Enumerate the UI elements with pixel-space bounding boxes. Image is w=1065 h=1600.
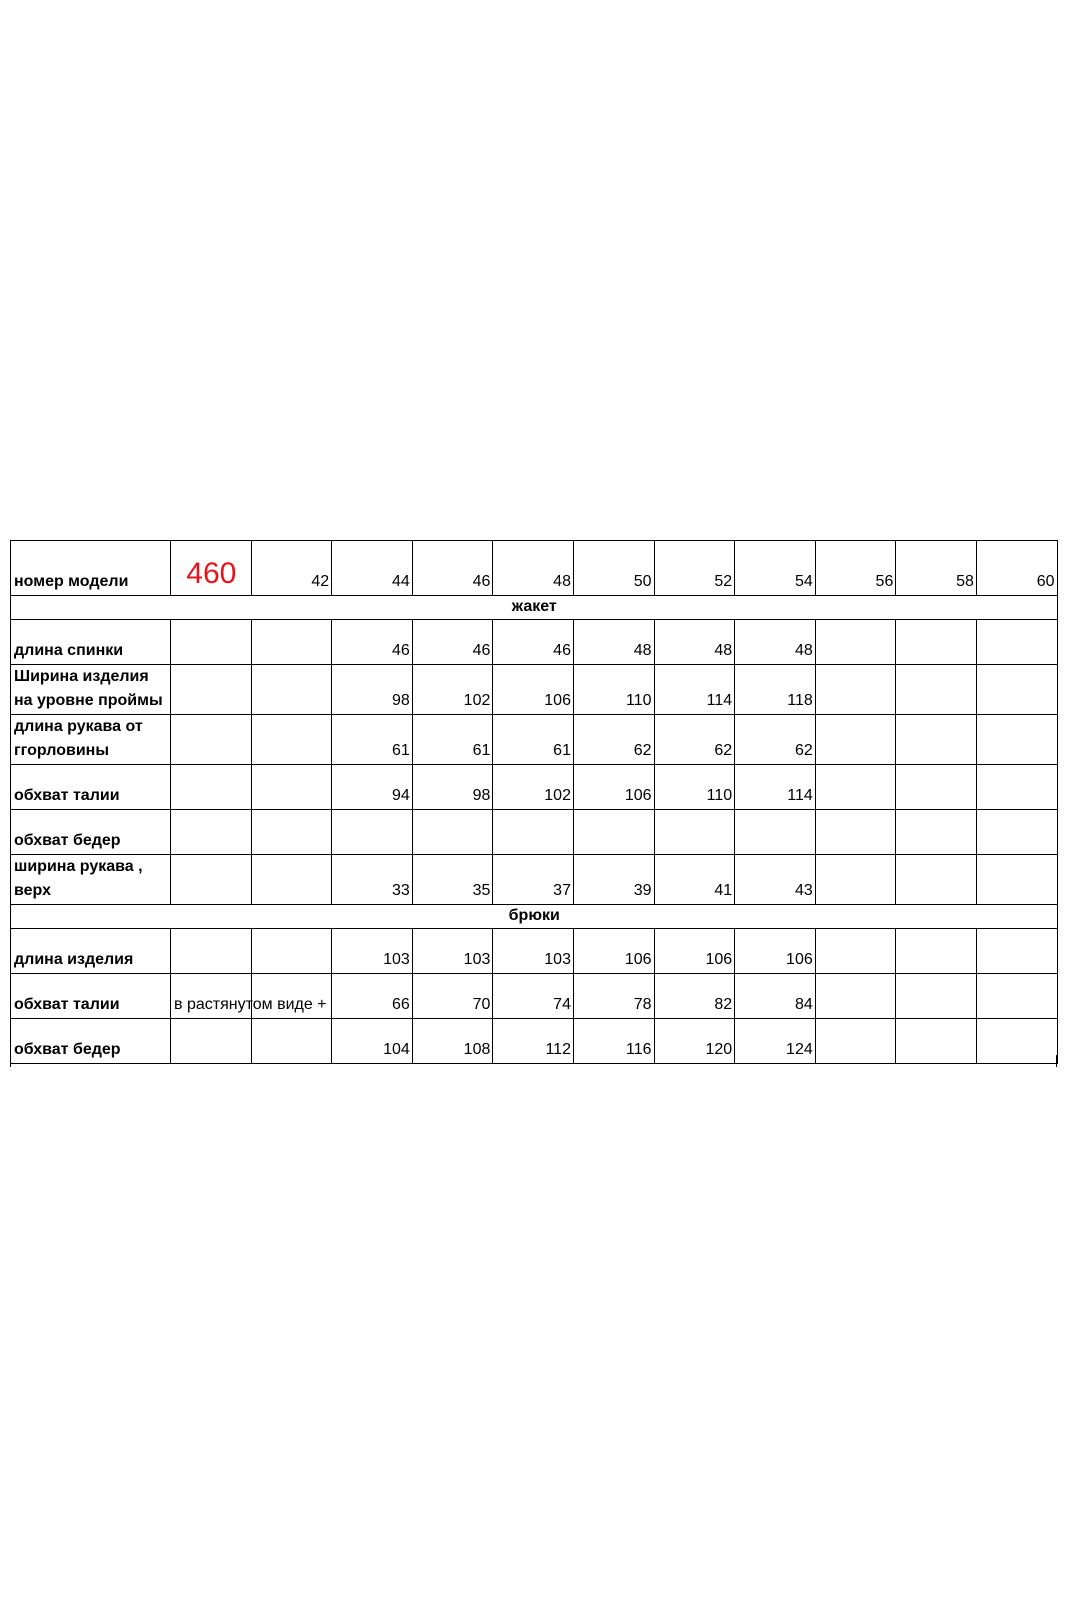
measurement-value: 124 <box>735 1019 816 1064</box>
measurement-value: 74 <box>493 974 574 1019</box>
measurement-value <box>171 715 252 765</box>
measurement-value: 120 <box>654 1019 735 1064</box>
measurement-value: 39 <box>573 855 654 905</box>
size-chart-sheet <box>10 540 1057 1064</box>
measurement-value <box>896 765 977 810</box>
measurement-value <box>815 810 896 855</box>
measurement-value: 112 <box>493 1019 574 1064</box>
measurement-value: 61 <box>412 715 493 765</box>
measurement-row <box>11 620 1058 665</box>
measurement-value <box>412 810 493 855</box>
measurement-row <box>11 929 1058 974</box>
measurement-row <box>11 974 1058 1019</box>
measurement-value <box>171 765 252 810</box>
measurement-value <box>654 810 735 855</box>
measurement-value: 35 <box>412 855 493 905</box>
measurement-value <box>573 810 654 855</box>
size-header-60: 60 <box>976 541 1057 596</box>
measurement-row <box>11 665 1058 715</box>
measurement-value <box>493 810 574 855</box>
measurement-value: 94 <box>332 765 413 810</box>
measurement-label: длина спинки <box>11 620 171 665</box>
size-header-54: 54 <box>735 541 816 596</box>
measurement-row <box>11 810 1058 855</box>
measurement-value <box>332 810 413 855</box>
model-label-cell: номер модели <box>11 541 171 596</box>
size-chart-table <box>10 540 1058 1064</box>
measurement-value: 110 <box>654 765 735 810</box>
measurement-value: 48 <box>573 620 654 665</box>
measurement-value: 103 <box>493 929 574 974</box>
measurement-value <box>896 665 977 715</box>
size-header-52: 52 <box>654 541 735 596</box>
size-header-56: 56 <box>815 541 896 596</box>
header-row <box>11 541 1058 596</box>
measurement-value: 106 <box>573 765 654 810</box>
measurement-label: обхват бедер <box>11 810 171 855</box>
measurement-value: 114 <box>735 765 816 810</box>
size-header-48: 48 <box>493 541 574 596</box>
measurement-value <box>171 855 252 905</box>
measurement-value: 114 <box>654 665 735 715</box>
measurement-value <box>251 810 332 855</box>
measurement-label: длина рукава от ггорловины <box>11 715 171 765</box>
measurement-value: 104 <box>332 1019 413 1064</box>
measurement-value: 43 <box>735 855 816 905</box>
size-header-42: 42 <box>251 541 332 596</box>
measurement-label: Ширина изделия на уровне проймы <box>11 665 171 715</box>
measurement-value: 70 <box>412 974 493 1019</box>
measurement-value: 37 <box>493 855 574 905</box>
measurement-value <box>976 665 1057 715</box>
measurement-value <box>976 810 1057 855</box>
measurement-value: 48 <box>654 620 735 665</box>
measurement-value: 106 <box>654 929 735 974</box>
size-header-50: 50 <box>573 541 654 596</box>
section-row <box>11 905 1058 929</box>
measurement-value <box>171 665 252 715</box>
measurement-value: 62 <box>654 715 735 765</box>
measurement-value <box>976 765 1057 810</box>
measurement-value: 46 <box>493 620 574 665</box>
measurement-value: 48 <box>735 620 816 665</box>
measurement-value <box>896 810 977 855</box>
measurement-value <box>251 929 332 974</box>
measurement-row <box>11 765 1058 810</box>
measurement-value <box>896 620 977 665</box>
measurement-value: 108 <box>412 1019 493 1064</box>
measurement-value <box>171 620 252 665</box>
measurement-value: 118 <box>735 665 816 715</box>
measurement-value <box>815 620 896 665</box>
measurement-row <box>11 855 1058 905</box>
size-header-58: 58 <box>896 541 977 596</box>
model-number: 460 <box>171 541 252 596</box>
measurement-value <box>251 665 332 715</box>
measurement-value <box>976 974 1057 1019</box>
size-header-44: 44 <box>332 541 413 596</box>
measurement-value <box>251 715 332 765</box>
right-border-tick <box>1056 1055 1057 1067</box>
measurement-value: 103 <box>332 929 413 974</box>
measurement-value <box>815 974 896 1019</box>
size-header-46: 46 <box>412 541 493 596</box>
measurement-label: обхват талии <box>11 765 171 810</box>
measurement-value <box>735 810 816 855</box>
measurement-value: 82 <box>654 974 735 1019</box>
measurement-value: 102 <box>412 665 493 715</box>
measurement-value: 116 <box>573 1019 654 1064</box>
measurement-value <box>815 765 896 810</box>
measurement-value: 78 <box>573 974 654 1019</box>
measurement-value: 62 <box>573 715 654 765</box>
measurement-value <box>815 855 896 905</box>
measurement-value <box>896 855 977 905</box>
measurement-value <box>976 715 1057 765</box>
measurement-value: 84 <box>735 974 816 1019</box>
measurement-value <box>976 855 1057 905</box>
measurement-value: 46 <box>412 620 493 665</box>
section-title: жакет <box>11 596 1058 620</box>
measurement-row <box>11 715 1058 765</box>
measurement-note: в растянутом виде + <box>171 974 252 1019</box>
measurement-value: 62 <box>735 715 816 765</box>
measurement-value <box>251 765 332 810</box>
measurement-value <box>251 855 332 905</box>
measurement-value: 98 <box>412 765 493 810</box>
measurement-label: ширина рукава , верх <box>11 855 171 905</box>
measurement-value: 33 <box>332 855 413 905</box>
measurement-value: 110 <box>573 665 654 715</box>
measurement-value <box>815 929 896 974</box>
measurement-value: 46 <box>332 620 413 665</box>
measurement-value <box>815 715 896 765</box>
measurement-value <box>171 810 252 855</box>
measurement-value <box>976 929 1057 974</box>
measurement-label: обхват бедер <box>11 1019 171 1064</box>
measurement-label: обхват талии <box>11 974 171 1019</box>
measurement-value: 41 <box>654 855 735 905</box>
measurement-value: 61 <box>493 715 574 765</box>
sheet-bottom-edge <box>10 1055 1057 1067</box>
measurement-value <box>815 665 896 715</box>
measurement-value: 103 <box>412 929 493 974</box>
measurement-value <box>251 620 332 665</box>
measurement-value: 106 <box>493 665 574 715</box>
measurement-value: 102 <box>493 765 574 810</box>
measurement-value <box>171 929 252 974</box>
measurement-value: 98 <box>332 665 413 715</box>
measurement-value <box>896 715 977 765</box>
measurement-value <box>896 974 977 1019</box>
measurement-label: длина изделия <box>11 929 171 974</box>
measurement-value <box>896 929 977 974</box>
measurement-value: 106 <box>735 929 816 974</box>
left-border-tick <box>10 1055 11 1067</box>
measurement-value: 66 <box>332 974 413 1019</box>
section-row <box>11 596 1058 620</box>
measurement-value: 106 <box>573 929 654 974</box>
size-chart-body <box>11 541 1058 1064</box>
section-title: брюки <box>11 905 1058 929</box>
measurement-value <box>976 620 1057 665</box>
measurement-value: 61 <box>332 715 413 765</box>
